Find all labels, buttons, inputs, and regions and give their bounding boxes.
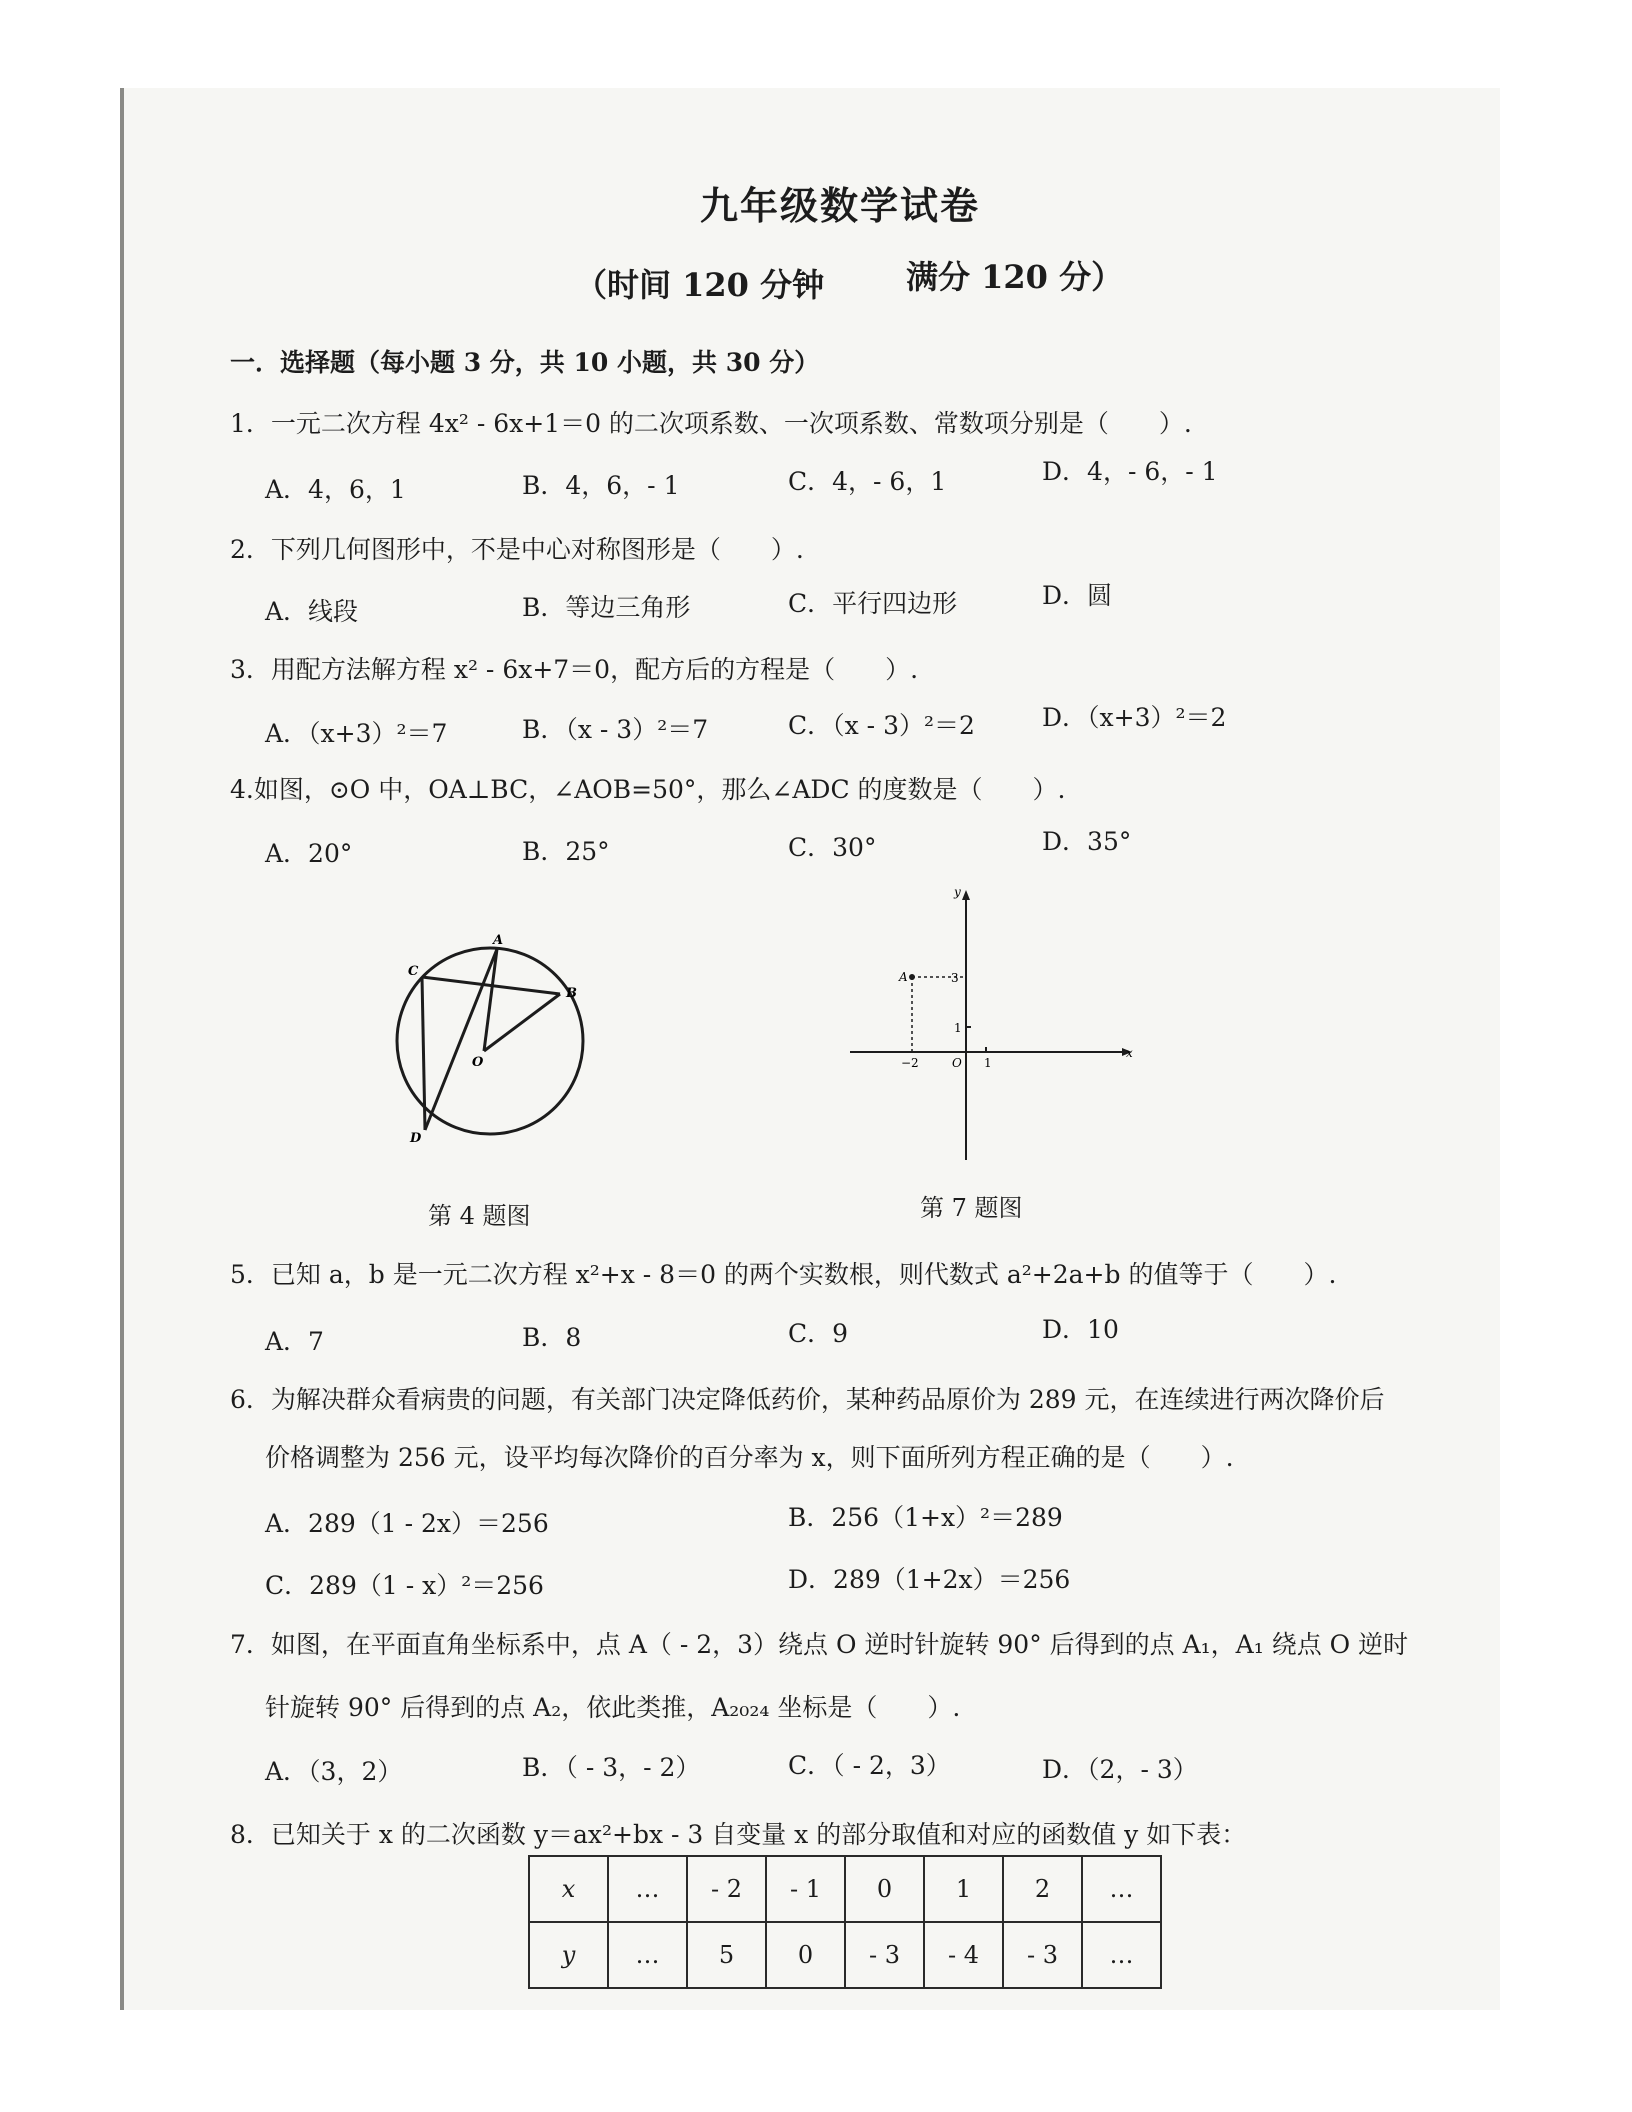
- option-a: A．4，6，1: [265, 475, 406, 504]
- exam-score: 满分 120 分）: [906, 258, 1124, 296]
- figure-4-circle: [380, 930, 600, 1150]
- table-row: [529, 1856, 1161, 1922]
- label-three: 3: [951, 971, 959, 985]
- table-header-y: y: [529, 1922, 608, 1988]
- option-b: B．8: [522, 1323, 582, 1352]
- option-c: C．（ - 2，3）: [788, 1751, 951, 1780]
- table-cell: 5: [687, 1922, 766, 1988]
- figure-4-caption: 第 4 题图: [428, 1202, 531, 1230]
- question-stem: 2．下列几何图形中，不是中心对称图形是（ ）.: [230, 535, 804, 564]
- label-a: A: [899, 970, 908, 984]
- option-d: D．35°: [1042, 827, 1132, 856]
- option-b: B．4，6，- 1: [522, 471, 680, 500]
- option-a: A．7: [265, 1327, 324, 1356]
- question-stem-cont: 价格调整为 256 元，设平均每次降价的百分率为 x，则下面所列方程正确的是（ ）.: [265, 1443, 1234, 1472]
- table-cell: 1: [924, 1856, 1003, 1922]
- exam-title: 九年级数学试卷: [700, 183, 981, 228]
- table-cell: - 3: [1003, 1922, 1082, 1988]
- table-cell: …: [1082, 1856, 1161, 1922]
- table-cell: …: [608, 1922, 687, 1988]
- table-header-x: x: [529, 1856, 608, 1922]
- sheet-edge: [120, 88, 124, 2010]
- option-a: A．20°: [265, 839, 353, 868]
- option-c: C．289（1 - x）²＝256: [265, 1571, 544, 1600]
- option-d: D．10: [1042, 1315, 1119, 1344]
- option-c: C．平行四边形: [788, 589, 958, 618]
- option-b: B．（ - 3，- 2）: [522, 1753, 701, 1782]
- table-cell: …: [608, 1856, 687, 1922]
- table-row: [529, 1922, 1161, 1988]
- figure-7-axes: [850, 880, 1140, 1170]
- label-x: x: [1126, 1046, 1133, 1060]
- option-c: C．9: [788, 1319, 849, 1348]
- label-b: B: [566, 986, 577, 1001]
- label-d: D: [410, 1131, 422, 1146]
- label-neg-two: −2: [901, 1056, 919, 1070]
- question-stem: 6．为解决群众看病贵的问题，有关部门决定降低药价，某种药品原价为 289 元，在连续进行两次降价后: [230, 1385, 1385, 1414]
- question-stem: 4.如图，⊙O 中，OA⊥BC，∠AOB=50°，那么∠ADC 的度数是（ ）.: [230, 775, 1066, 804]
- label-c: C: [408, 964, 419, 979]
- figure-7-caption: 第 7 题图: [920, 1194, 1023, 1222]
- question-stem-cont: 针旋转 90° 后得到的点 A₂，依此类推，A₂₀₂₄ 坐标是（ ）.: [265, 1693, 961, 1722]
- label-y: y: [954, 885, 961, 899]
- section-heading: 一．选择题（每小题 3 分，共 10 小题，共 30 分）: [230, 348, 820, 377]
- table-cell: 0: [845, 1856, 924, 1922]
- option-a: A．（3，2）: [265, 1757, 403, 1786]
- exam-time: （时间 120 分钟: [575, 266, 825, 304]
- table-cell: 0: [766, 1922, 845, 1988]
- table-cell: …: [1082, 1922, 1161, 1988]
- table-cell: - 4: [924, 1922, 1003, 1988]
- radius-ob: [484, 994, 560, 1051]
- point-a: [909, 974, 915, 980]
- option-c: C．4，- 6，1: [788, 467, 947, 496]
- function-value-table: [528, 1855, 1162, 1989]
- question-stem: 8．已知关于 x 的二次函数 y＝ax²+bx - 3 自变量 x 的部分取值和对应的函数值 y 如下表：: [230, 1820, 1247, 1849]
- option-c: C．30°: [788, 833, 877, 862]
- option-d: D．289（1+2x）＝256: [788, 1565, 1071, 1594]
- option-a: A．289（1 - 2x）＝256: [265, 1509, 549, 1538]
- option-a: A．（x+3）²＝7: [265, 719, 448, 748]
- option-d: D．圆: [1042, 581, 1113, 610]
- label-one-x: 1: [984, 1056, 992, 1070]
- table-cell: 2: [1003, 1856, 1082, 1922]
- label-one-y: 1: [954, 1021, 962, 1035]
- option-b: B．（x - 3）²＝7: [522, 715, 709, 744]
- option-d: D．（x+3）²＝2: [1042, 703, 1227, 732]
- label-o: O: [472, 1055, 484, 1070]
- question-stem: 5．已知 a，b 是一元二次方程 x²+x - 8＝0 的两个实数根，则代数式 a²+2a+b 的值等于（ ）.: [230, 1260, 1337, 1289]
- table-cell: - 1: [766, 1856, 845, 1922]
- option-d: D．（2，- 3）: [1042, 1755, 1198, 1784]
- option-c: C．（x - 3）²＝2: [788, 711, 975, 740]
- option-b: B．256（1+x）²＝289: [788, 1503, 1063, 1532]
- option-a: A．线段: [265, 597, 359, 626]
- option-b: B．25°: [522, 837, 610, 866]
- label-a: A: [493, 933, 504, 948]
- table-cell: - 3: [845, 1922, 924, 1988]
- question-stem: 7．如图，在平面直角坐标系中，点 A（ - 2，3）绕点 O 逆时针旋转 90° 后得到的点 A₁，A₁ 绕点 O 逆时: [230, 1630, 1409, 1659]
- table-cell: - 2: [687, 1856, 766, 1922]
- y-axis-arrow: [962, 890, 970, 900]
- option-b: B．等边三角形: [522, 593, 691, 622]
- label-o: O: [952, 1056, 962, 1070]
- question-stem: 3．用配方法解方程 x² - 6x+7＝0，配方后的方程是（ ）.: [230, 655, 919, 684]
- question-stem: 1．一元二次方程 4x² - 6x+1＝0 的二次项系数、一次项系数、常数项分别是（ ）.: [230, 409, 1192, 438]
- option-d: D．4，- 6，- 1: [1042, 457, 1218, 486]
